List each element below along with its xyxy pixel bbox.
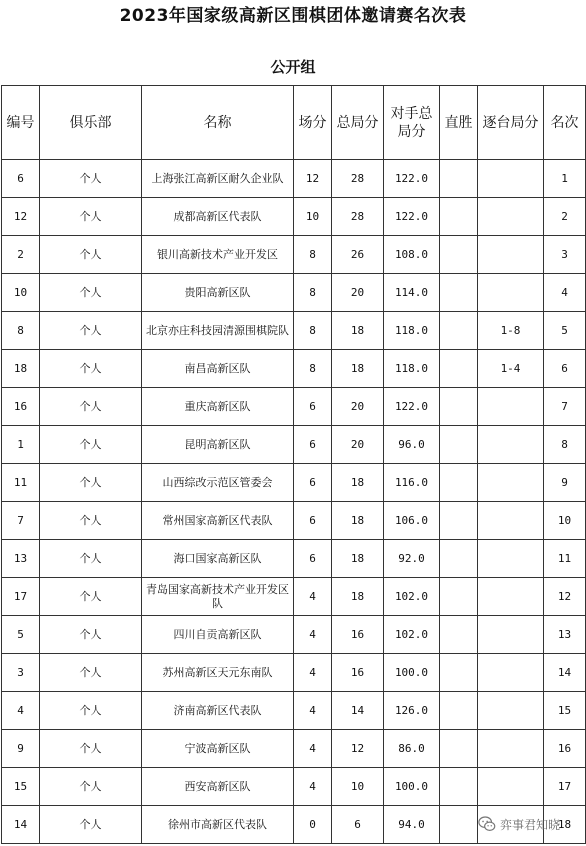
row-board-points (478, 160, 544, 198)
row-board-points (478, 578, 544, 616)
row-opponent-points: 94.0 (384, 806, 440, 844)
row-opponent-points: 122.0 (384, 388, 440, 426)
row-id: 9 (2, 730, 40, 768)
row-opponent-points: 102.0 (384, 578, 440, 616)
row-match-points: 8 (294, 274, 332, 312)
row-direct-win (440, 654, 478, 692)
table-row (2, 388, 586, 426)
row-id: 2 (2, 236, 40, 274)
row-name: 昆明高新区队 (142, 426, 294, 464)
row-total-game-points: 26 (332, 236, 384, 274)
row-name: 宁波高新区队 (142, 730, 294, 768)
row-total-game-points: 16 (332, 654, 384, 692)
row-board-points (478, 274, 544, 312)
row-match-points: 6 (294, 540, 332, 578)
row-opponent-points: 118.0 (384, 350, 440, 388)
row-rank: 10 (544, 502, 586, 540)
row-club: 个人 (40, 616, 142, 654)
row-club: 个人 (40, 768, 142, 806)
row-name: 银川高新技术产业开发区 (142, 236, 294, 274)
row-match-points: 6 (294, 388, 332, 426)
row-direct-win (440, 692, 478, 730)
table-row (2, 540, 586, 578)
row-rank: 3 (544, 236, 586, 274)
row-rank: 12 (544, 578, 586, 616)
row-match-points: 6 (294, 426, 332, 464)
row-rank: 18 (544, 806, 586, 844)
row-direct-win (440, 388, 478, 426)
row-id: 10 (2, 274, 40, 312)
row-direct-win (440, 426, 478, 464)
row-opponent-points: 86.0 (384, 730, 440, 768)
row-direct-win (440, 616, 478, 654)
row-club: 个人 (40, 464, 142, 502)
row-rank: 2 (544, 198, 586, 236)
row-rank: 13 (544, 616, 586, 654)
row-id: 8 (2, 312, 40, 350)
row-id: 11 (2, 464, 40, 502)
table-row (2, 160, 586, 198)
header-board-points: 逐台局分 (478, 86, 544, 160)
row-board-points (478, 198, 544, 236)
table-row (2, 198, 586, 236)
row-total-game-points: 6 (332, 806, 384, 844)
row-match-points: 4 (294, 730, 332, 768)
row-club: 个人 (40, 806, 142, 844)
row-direct-win (440, 502, 478, 540)
row-id: 13 (2, 540, 40, 578)
row-direct-win (440, 312, 478, 350)
row-name: 徐州市高新区代表队 (142, 806, 294, 844)
header-club: 俱乐部 (40, 86, 142, 160)
row-id: 14 (2, 806, 40, 844)
row-match-points: 8 (294, 350, 332, 388)
table-header-row (2, 86, 586, 160)
row-board-points (478, 236, 544, 274)
header-opponent-points: 对手总局分 (384, 86, 440, 160)
row-board-points (478, 616, 544, 654)
row-name: 南昌高新区队 (142, 350, 294, 388)
row-direct-win (440, 236, 478, 274)
row-opponent-points: 100.0 (384, 768, 440, 806)
row-direct-win (440, 160, 478, 198)
row-total-game-points: 20 (332, 426, 384, 464)
row-opponent-points: 106.0 (384, 502, 440, 540)
row-board-points (478, 654, 544, 692)
row-opponent-points: 92.0 (384, 540, 440, 578)
watermark-text: 弈事君知晓 (500, 817, 561, 832)
row-board-points (478, 692, 544, 730)
row-direct-win (440, 274, 478, 312)
row-id: 4 (2, 692, 40, 730)
row-club: 个人 (40, 274, 142, 312)
row-total-game-points: 28 (332, 160, 384, 198)
row-rank: 15 (544, 692, 586, 730)
table-row (2, 654, 586, 692)
row-total-game-points: 18 (332, 350, 384, 388)
row-rank: 9 (544, 464, 586, 502)
row-rank: 14 (544, 654, 586, 692)
row-id: 7 (2, 502, 40, 540)
row-club: 个人 (40, 236, 142, 274)
row-name: 北京亦庄科技园清源围棋院队 (142, 312, 294, 350)
row-club: 个人 (40, 388, 142, 426)
table-row (2, 502, 586, 540)
row-direct-win (440, 730, 478, 768)
ranking-table (1, 85, 586, 844)
row-board-points (478, 502, 544, 540)
row-match-points: 4 (294, 768, 332, 806)
table-row (2, 426, 586, 464)
row-direct-win (440, 806, 478, 844)
row-match-points: 8 (294, 312, 332, 350)
row-id: 16 (2, 388, 40, 426)
row-board-points: 1-4 (478, 350, 544, 388)
header-match-points: 场分 (294, 86, 332, 160)
row-name: 西安高新区队 (142, 768, 294, 806)
row-board-points (478, 768, 544, 806)
row-club: 个人 (40, 160, 142, 198)
row-total-game-points: 10 (332, 768, 384, 806)
row-name: 常州国家高新区代表队 (142, 502, 294, 540)
row-rank: 16 (544, 730, 586, 768)
row-total-game-points: 18 (332, 464, 384, 502)
table-row (2, 730, 586, 768)
row-match-points: 4 (294, 616, 332, 654)
row-name: 苏州高新区天元东南队 (142, 654, 294, 692)
row-opponent-points: 100.0 (384, 654, 440, 692)
row-direct-win (440, 540, 478, 578)
row-rank: 11 (544, 540, 586, 578)
row-board-points (478, 388, 544, 426)
row-match-points: 6 (294, 502, 332, 540)
row-name: 上海张江高新区耐久企业队 (142, 160, 294, 198)
row-club: 个人 (40, 692, 142, 730)
row-id: 3 (2, 654, 40, 692)
wechat-icon (478, 815, 496, 833)
row-rank: 7 (544, 388, 586, 426)
row-rank: 1 (544, 160, 586, 198)
header-name: 名称 (142, 86, 294, 160)
group-subtitle: 公开组 (270, 58, 316, 76)
row-club: 个人 (40, 350, 142, 388)
watermark (478, 812, 586, 836)
row-total-game-points: 18 (332, 312, 384, 350)
table-row (2, 464, 586, 502)
row-match-points: 4 (294, 654, 332, 692)
row-direct-win (440, 350, 478, 388)
row-total-game-points: 20 (332, 274, 384, 312)
row-rank: 4 (544, 274, 586, 312)
row-club: 个人 (40, 730, 142, 768)
row-name: 海口国家高新区队 (142, 540, 294, 578)
row-rank: 8 (544, 426, 586, 464)
row-name: 贵阳高新区队 (142, 274, 294, 312)
row-name: 成都高新区代表队 (142, 198, 294, 236)
row-direct-win (440, 198, 478, 236)
row-id: 17 (2, 578, 40, 616)
row-id: 15 (2, 768, 40, 806)
row-direct-win (440, 464, 478, 502)
row-rank: 6 (544, 350, 586, 388)
row-total-game-points: 12 (332, 730, 384, 768)
row-total-game-points: 18 (332, 502, 384, 540)
row-name: 重庆高新区队 (142, 388, 294, 426)
row-id: 5 (2, 616, 40, 654)
row-match-points: 8 (294, 236, 332, 274)
row-club: 个人 (40, 502, 142, 540)
row-id: 1 (2, 426, 40, 464)
row-direct-win (440, 578, 478, 616)
header-direct-win: 直胜 (440, 86, 478, 160)
row-board-points (478, 730, 544, 768)
row-board-points (478, 464, 544, 502)
header-total-game-points: 总局分 (332, 86, 384, 160)
row-match-points: 10 (294, 198, 332, 236)
row-club: 个人 (40, 198, 142, 236)
row-id: 12 (2, 198, 40, 236)
row-total-game-points: 14 (332, 692, 384, 730)
row-club: 个人 (40, 654, 142, 692)
row-opponent-points: 102.0 (384, 616, 440, 654)
table-row (2, 692, 586, 730)
table-row (2, 312, 586, 350)
row-id: 6 (2, 160, 40, 198)
row-total-game-points: 18 (332, 540, 384, 578)
row-direct-win (440, 768, 478, 806)
row-rank: 5 (544, 312, 586, 350)
row-opponent-points: 108.0 (384, 236, 440, 274)
row-board-points (478, 426, 544, 464)
row-name: 四川自贡高新区队 (142, 616, 294, 654)
page-title: 2023年国家级高新区围棋团体邀请赛名次表 (119, 6, 467, 26)
row-match-points: 4 (294, 692, 332, 730)
row-match-points: 12 (294, 160, 332, 198)
row-total-game-points: 16 (332, 616, 384, 654)
table-row (2, 578, 586, 616)
row-opponent-points: 114.0 (384, 274, 440, 312)
table-row (2, 236, 586, 274)
row-id: 18 (2, 350, 40, 388)
row-match-points: 6 (294, 464, 332, 502)
row-club: 个人 (40, 540, 142, 578)
row-total-game-points: 20 (332, 388, 384, 426)
row-opponent-points: 116.0 (384, 464, 440, 502)
table-row (2, 274, 586, 312)
row-board-points (478, 540, 544, 578)
row-name: 青岛国家高新技术产业开发区队 (142, 578, 294, 616)
row-club: 个人 (40, 426, 142, 464)
header-id: 编号 (2, 86, 40, 160)
row-total-game-points: 18 (332, 578, 384, 616)
row-opponent-points: 96.0 (384, 426, 440, 464)
row-club: 个人 (40, 578, 142, 616)
row-opponent-points: 122.0 (384, 160, 440, 198)
row-club: 个人 (40, 312, 142, 350)
header-rank: 名次 (544, 86, 586, 160)
row-name: 山西综改示范区管委会 (142, 464, 294, 502)
table-row (2, 350, 586, 388)
row-match-points: 0 (294, 806, 332, 844)
row-name: 济南高新区代表队 (142, 692, 294, 730)
row-opponent-points: 118.0 (384, 312, 440, 350)
row-opponent-points: 126.0 (384, 692, 440, 730)
row-match-points: 4 (294, 578, 332, 616)
row-opponent-points: 122.0 (384, 198, 440, 236)
row-board-points: 1-8 (478, 312, 544, 350)
row-total-game-points: 28 (332, 198, 384, 236)
row-rank: 17 (544, 768, 586, 806)
table-row (2, 768, 586, 806)
table-row (2, 616, 586, 654)
